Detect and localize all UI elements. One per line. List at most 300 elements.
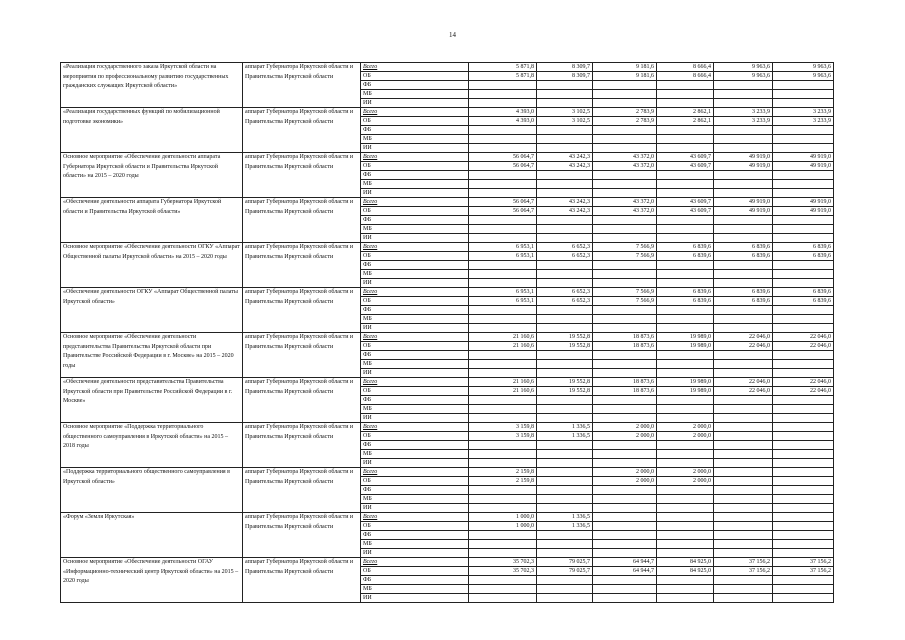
amount-cell	[657, 540, 714, 549]
funding-source-cell: Всего	[361, 468, 469, 477]
amount-cell	[657, 144, 714, 153]
funding-source-cell: ОБ	[361, 387, 469, 396]
page-number: 14	[449, 31, 456, 39]
amount-cell	[469, 549, 537, 558]
amount-cell: 18 873,6	[593, 342, 657, 351]
amount-cell	[773, 225, 834, 234]
amount-cell	[593, 540, 657, 549]
activity-name-cell: «Обеспечение деятельности ОГКУ «Аппарат Общественной палаты Иркутской области»	[61, 288, 243, 333]
funding-source-cell: ФБ	[361, 441, 469, 450]
amount-cell	[773, 306, 834, 315]
funding-source-cell: ИИ	[361, 324, 469, 333]
amount-cell: 43 242,3	[537, 198, 593, 207]
amount-cell	[714, 180, 773, 189]
amount-cell: 2 159,8	[469, 468, 537, 477]
amount-cell: 1 336,5	[537, 513, 593, 522]
funding-source-cell: Всего	[361, 558, 469, 567]
amount-cell	[593, 126, 657, 135]
amount-cell	[469, 126, 537, 135]
amount-cell: 37 156,2	[714, 558, 773, 567]
amount-cell	[773, 189, 834, 198]
executor-cell: аппарат Губернатора Иркутской области и Правительства Иркутской области	[243, 513, 361, 558]
amount-cell	[773, 522, 834, 531]
amount-cell: 18 873,6	[593, 333, 657, 342]
amount-cell: 2 000,0	[593, 477, 657, 486]
funding-source-cell: ОБ	[361, 342, 469, 351]
funding-source-cell: ОБ	[361, 162, 469, 171]
amount-cell	[537, 360, 593, 369]
amount-cell	[714, 486, 773, 495]
amount-cell	[773, 234, 834, 243]
funding-source-cell: ОБ	[361, 522, 469, 531]
funding-source-cell: МБ	[361, 225, 469, 234]
amount-cell	[657, 576, 714, 585]
amount-cell	[657, 90, 714, 99]
amount-cell	[469, 234, 537, 243]
amount-cell: 19 552,8	[537, 333, 593, 342]
amount-cell	[593, 135, 657, 144]
funding-source-cell: МБ	[361, 450, 469, 459]
amount-cell: 9 963,6	[714, 63, 773, 72]
amount-cell	[773, 369, 834, 378]
amount-cell	[773, 486, 834, 495]
amount-cell	[537, 441, 593, 450]
amount-cell	[714, 279, 773, 288]
executor-cell: аппарат Губернатора Иркутской области и Правительства Иркутской области	[243, 378, 361, 423]
amount-cell: 2 000,0	[593, 423, 657, 432]
table-row	[61, 333, 834, 342]
amount-cell	[714, 585, 773, 594]
amount-cell	[657, 180, 714, 189]
amount-cell: 3 102,5	[537, 117, 593, 126]
activity-name-cell: «Обеспечение деятельности аппарата Губернатора Иркутской области и Правительства Иркутской области»	[61, 198, 243, 243]
amount-cell	[714, 594, 773, 603]
amount-cell	[714, 135, 773, 144]
table-row	[61, 63, 834, 72]
amount-cell	[714, 513, 773, 522]
funding-source-cell: Всего	[361, 243, 469, 252]
amount-cell: 64 944,7	[593, 558, 657, 567]
amount-cell	[657, 324, 714, 333]
amount-cell	[537, 126, 593, 135]
amount-cell: 49 919,0	[773, 207, 834, 216]
amount-cell	[593, 441, 657, 450]
amount-cell	[773, 171, 834, 180]
amount-cell	[469, 180, 537, 189]
funding-source-cell: ФБ	[361, 216, 469, 225]
amount-cell: 43 609,7	[657, 198, 714, 207]
amount-cell	[537, 540, 593, 549]
amount-cell	[657, 522, 714, 531]
amount-cell: 22 046,0	[773, 333, 834, 342]
amount-cell: 64 944,7	[593, 567, 657, 576]
amount-cell: 6 652,3	[537, 288, 593, 297]
amount-cell	[773, 468, 834, 477]
amount-cell	[657, 135, 714, 144]
funding-source-cell: МБ	[361, 585, 469, 594]
amount-cell	[714, 99, 773, 108]
amount-cell	[773, 135, 834, 144]
amount-cell: 7 566,9	[593, 288, 657, 297]
amount-cell: 9 963,6	[773, 63, 834, 72]
amount-cell	[469, 225, 537, 234]
funding-source-cell: ОБ	[361, 117, 469, 126]
amount-cell	[469, 531, 537, 540]
amount-cell	[657, 405, 714, 414]
amount-cell	[657, 234, 714, 243]
amount-cell	[537, 279, 593, 288]
amount-cell	[593, 171, 657, 180]
amount-cell: 18 873,6	[593, 387, 657, 396]
amount-cell	[593, 81, 657, 90]
amount-cell	[773, 90, 834, 99]
amount-cell: 1 336,5	[537, 423, 593, 432]
funding-source-cell: Всего	[361, 378, 469, 387]
activity-name-cell: Основное мероприятие «Обеспечение деятельности ОГАУ «Информационно-технический центр Иркутской области» на 2015 – 2020 годы	[61, 558, 243, 603]
amount-cell	[469, 360, 537, 369]
amount-cell	[537, 369, 593, 378]
amount-cell	[714, 351, 773, 360]
table-row	[61, 198, 834, 207]
amount-cell	[773, 549, 834, 558]
amount-cell: 19 989,0	[657, 333, 714, 342]
amount-cell	[657, 450, 714, 459]
funding-source-cell: ОБ	[361, 252, 469, 261]
funding-source-cell: ИИ	[361, 459, 469, 468]
executor-cell: аппарат Губернатора Иркутской области и Правительства Иркутской области	[243, 108, 361, 153]
amount-cell	[773, 315, 834, 324]
amount-cell	[714, 216, 773, 225]
amount-cell	[714, 189, 773, 198]
amount-cell	[714, 522, 773, 531]
amount-cell: 56 064,7	[469, 153, 537, 162]
amount-cell	[773, 594, 834, 603]
amount-cell	[593, 261, 657, 270]
amount-cell	[773, 99, 834, 108]
amount-cell	[657, 585, 714, 594]
amount-cell	[593, 531, 657, 540]
funding-source-cell: ФБ	[361, 81, 469, 90]
amount-cell	[469, 540, 537, 549]
amount-cell	[657, 495, 714, 504]
amount-cell	[773, 351, 834, 360]
funding-source-cell: ИИ	[361, 549, 469, 558]
funding-source-cell: МБ	[361, 315, 469, 324]
amount-cell: 3 159,8	[469, 423, 537, 432]
amount-cell	[469, 504, 537, 513]
amount-cell	[537, 306, 593, 315]
funding-source-cell: ИИ	[361, 234, 469, 243]
funding-source-cell: МБ	[361, 90, 469, 99]
amount-cell	[537, 171, 593, 180]
amount-cell	[773, 504, 834, 513]
funding-source-cell: ФБ	[361, 171, 469, 180]
amount-cell	[714, 306, 773, 315]
amount-cell: 84 925,0	[657, 558, 714, 567]
amount-cell	[773, 180, 834, 189]
amount-cell	[469, 189, 537, 198]
table-row	[61, 423, 834, 432]
amount-cell	[469, 171, 537, 180]
amount-cell	[714, 432, 773, 441]
amount-cell	[537, 351, 593, 360]
amount-cell: 5 871,8	[469, 72, 537, 81]
amount-cell	[593, 549, 657, 558]
amount-cell: 6 953,1	[469, 288, 537, 297]
funding-source-cell: Всего	[361, 288, 469, 297]
funding-source-cell: МБ	[361, 180, 469, 189]
amount-cell	[657, 441, 714, 450]
amount-cell: 49 919,0	[773, 153, 834, 162]
funding-source-cell: ФБ	[361, 351, 469, 360]
funding-source-cell: ИИ	[361, 144, 469, 153]
amount-cell: 1 000,0	[469, 522, 537, 531]
amount-cell	[593, 270, 657, 279]
amount-cell: 21 160,6	[469, 333, 537, 342]
amount-cell: 2 000,0	[657, 423, 714, 432]
funding-source-cell: ФБ	[361, 576, 469, 585]
amount-cell	[714, 81, 773, 90]
amount-cell	[537, 450, 593, 459]
amount-cell: 56 064,7	[469, 198, 537, 207]
executor-cell: аппарат Губернатора Иркутской области и Правительства Иркутской области	[243, 63, 361, 108]
activity-name-cell: «Реализация государственного заказа Иркутской области на мероприятия по профессиональному развитию государственных гражданских служащих Иркутской области»	[61, 63, 243, 108]
amount-cell: 2 000,0	[657, 477, 714, 486]
amount-cell	[593, 522, 657, 531]
amount-cell	[593, 144, 657, 153]
executor-cell: аппарат Губернатора Иркутской области и Правительства Иркутской области	[243, 288, 361, 333]
amount-cell	[657, 459, 714, 468]
amount-cell: 3 233,9	[714, 108, 773, 117]
amount-cell: 49 919,0	[773, 162, 834, 171]
funding-source-cell: Всего	[361, 513, 469, 522]
amount-cell	[537, 315, 593, 324]
amount-cell: 35 702,3	[469, 558, 537, 567]
funding-source-cell: ОБ	[361, 207, 469, 216]
funding-source-cell: Всего	[361, 333, 469, 342]
amount-cell	[469, 369, 537, 378]
amount-cell: 6 953,1	[469, 252, 537, 261]
amount-cell	[469, 450, 537, 459]
amount-cell	[773, 513, 834, 522]
amount-cell	[773, 261, 834, 270]
amount-cell	[773, 81, 834, 90]
amount-cell	[469, 441, 537, 450]
amount-cell	[537, 468, 593, 477]
amount-cell: 6 839,6	[773, 252, 834, 261]
amount-cell	[714, 270, 773, 279]
amount-cell: 22 046,0	[773, 378, 834, 387]
amount-cell	[469, 405, 537, 414]
amount-cell	[657, 369, 714, 378]
amount-cell: 6 839,6	[657, 297, 714, 306]
amount-cell: 1 336,5	[537, 522, 593, 531]
amount-cell: 6 652,3	[537, 252, 593, 261]
amount-cell: 3 233,9	[773, 117, 834, 126]
amount-cell	[714, 405, 773, 414]
amount-cell: 8 309,7	[537, 72, 593, 81]
amount-cell	[657, 81, 714, 90]
amount-cell	[469, 585, 537, 594]
amount-cell: 49 919,0	[714, 153, 773, 162]
funding-source-cell: МБ	[361, 405, 469, 414]
amount-cell	[537, 405, 593, 414]
amount-cell	[714, 315, 773, 324]
amount-cell: 56 064,7	[469, 207, 537, 216]
amount-cell	[657, 306, 714, 315]
financing-table	[60, 62, 834, 603]
amount-cell	[469, 279, 537, 288]
amount-cell: 49 919,0	[714, 198, 773, 207]
amount-cell	[469, 216, 537, 225]
amount-cell	[714, 414, 773, 423]
amount-cell	[714, 531, 773, 540]
amount-cell	[469, 315, 537, 324]
amount-cell: 6 953,1	[469, 297, 537, 306]
amount-cell: 19 989,0	[657, 378, 714, 387]
amount-cell	[714, 441, 773, 450]
amount-cell	[593, 513, 657, 522]
funding-source-cell: ОБ	[361, 297, 469, 306]
amount-cell	[593, 234, 657, 243]
amount-cell: 22 046,0	[714, 342, 773, 351]
amount-cell	[537, 414, 593, 423]
funding-source-cell: Всего	[361, 153, 469, 162]
amount-cell	[714, 477, 773, 486]
amount-cell	[773, 432, 834, 441]
funding-source-cell: МБ	[361, 540, 469, 549]
amount-cell	[469, 459, 537, 468]
funding-source-cell: ИИ	[361, 99, 469, 108]
amount-cell	[593, 405, 657, 414]
amount-cell	[537, 225, 593, 234]
amount-cell	[469, 144, 537, 153]
activity-name-cell: «Реализация государственных функций по мобилизационной подготовке экономики»	[61, 108, 243, 153]
funding-source-cell: Всего	[361, 108, 469, 117]
amount-cell	[593, 351, 657, 360]
amount-cell	[773, 576, 834, 585]
table-row	[61, 468, 834, 477]
amount-cell	[657, 414, 714, 423]
amount-cell	[469, 594, 537, 603]
amount-cell	[537, 396, 593, 405]
amount-cell: 56 064,7	[469, 162, 537, 171]
amount-cell	[714, 396, 773, 405]
amount-cell	[773, 126, 834, 135]
amount-cell: 84 925,0	[657, 567, 714, 576]
amount-cell: 22 046,0	[773, 387, 834, 396]
amount-cell	[593, 324, 657, 333]
amount-cell: 6 839,6	[714, 252, 773, 261]
table-row	[61, 378, 834, 387]
amount-cell	[593, 279, 657, 288]
amount-cell: 6 839,6	[773, 288, 834, 297]
amount-cell: 5 871,8	[469, 63, 537, 72]
amount-cell: 2 000,0	[593, 432, 657, 441]
amount-cell	[773, 216, 834, 225]
amount-cell: 21 160,6	[469, 378, 537, 387]
executor-cell: аппарат Губернатора Иркутской области и Правительства Иркутской области	[243, 558, 361, 603]
amount-cell	[714, 423, 773, 432]
amount-cell	[714, 126, 773, 135]
amount-cell	[657, 594, 714, 603]
amount-cell: 1 336,5	[537, 432, 593, 441]
amount-cell: 21 160,6	[469, 387, 537, 396]
amount-cell	[773, 405, 834, 414]
funding-source-cell: ФБ	[361, 486, 469, 495]
amount-cell: 19 989,0	[657, 387, 714, 396]
amount-cell	[537, 594, 593, 603]
amount-cell	[593, 369, 657, 378]
amount-cell: 2 000,0	[593, 468, 657, 477]
amount-cell	[537, 81, 593, 90]
amount-cell	[657, 216, 714, 225]
funding-source-cell: МБ	[361, 360, 469, 369]
amount-cell: 19 552,8	[537, 378, 593, 387]
amount-cell	[469, 324, 537, 333]
funding-source-cell: Всего	[361, 423, 469, 432]
activity-name-cell: Основное мероприятие «Обеспечение деятельности ОГКУ «Аппарат Общественной палаты Иркутской области» на 2015 – 2020 годы	[61, 243, 243, 288]
amount-cell	[773, 396, 834, 405]
amount-cell	[537, 270, 593, 279]
amount-cell: 6 839,6	[657, 243, 714, 252]
amount-cell	[593, 450, 657, 459]
amount-cell: 3 233,9	[773, 108, 834, 117]
amount-cell	[657, 486, 714, 495]
funding-source-cell: ИИ	[361, 504, 469, 513]
amount-cell	[714, 234, 773, 243]
executor-cell: аппарат Губернатора Иркутской области и Правительства Иркутской области	[243, 468, 361, 513]
amount-cell	[773, 360, 834, 369]
funding-source-cell: ИИ	[361, 189, 469, 198]
funding-source-cell: ИИ	[361, 279, 469, 288]
amount-cell	[593, 360, 657, 369]
activity-name-cell: Основное мероприятие «Обеспечение деятельности представительства Правительства Иркутской области при Правительстве Российской Федерации в г. Москве» на 2015 – 2020 годы	[61, 333, 243, 378]
funding-source-cell: ОБ	[361, 567, 469, 576]
amount-cell	[773, 450, 834, 459]
amount-cell	[593, 594, 657, 603]
amount-cell	[773, 495, 834, 504]
amount-cell	[593, 216, 657, 225]
funding-source-cell: ФБ	[361, 261, 469, 270]
amount-cell: 19 552,8	[537, 342, 593, 351]
activity-name-cell: Основное мероприятие «Обеспечение деятельности аппарата Губернатора Иркутской области и Правительства Иркутской области» на 2015 – 2020 годы	[61, 153, 243, 198]
amount-cell	[714, 540, 773, 549]
amount-cell: 43 372,0	[593, 207, 657, 216]
amount-cell	[773, 441, 834, 450]
amount-cell	[537, 576, 593, 585]
amount-cell: 43 609,7	[657, 207, 714, 216]
amount-cell: 79 025,7	[537, 558, 593, 567]
amount-cell	[657, 189, 714, 198]
amount-cell: 37 156,2	[773, 558, 834, 567]
amount-cell: 2 000,0	[657, 432, 714, 441]
amount-cell	[537, 585, 593, 594]
amount-cell: 2 783,9	[593, 117, 657, 126]
amount-cell	[537, 216, 593, 225]
amount-cell	[469, 81, 537, 90]
amount-cell	[714, 549, 773, 558]
amount-cell	[537, 549, 593, 558]
amount-cell: 49 919,0	[714, 162, 773, 171]
amount-cell	[773, 270, 834, 279]
amount-cell	[537, 234, 593, 243]
amount-cell: 9 181,6	[593, 72, 657, 81]
amount-cell	[469, 486, 537, 495]
activity-name-cell: «Форум «Земля Иркутская»	[61, 513, 243, 558]
amount-cell: 2 783,9	[593, 108, 657, 117]
amount-cell: 6 839,6	[714, 297, 773, 306]
